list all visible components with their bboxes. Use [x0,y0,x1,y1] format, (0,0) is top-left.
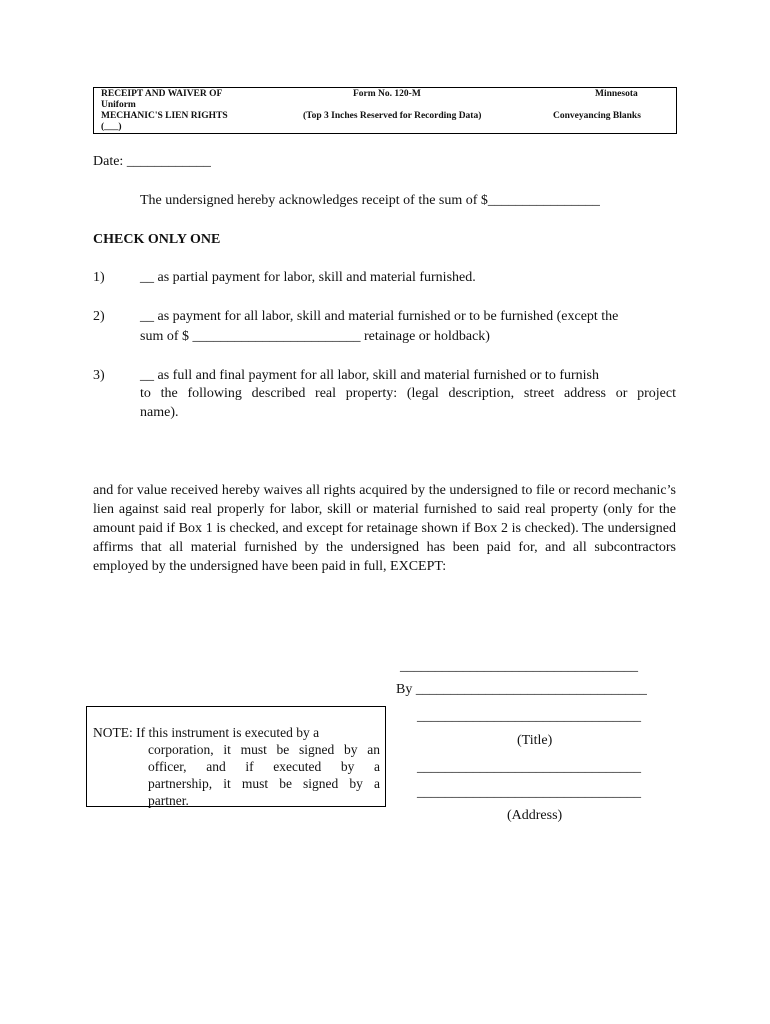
option-2-number: 2) [93,309,105,324]
receipt-sum-field[interactable]: The undersigned hereby acknowledges receipt of the sum of $________________ [140,193,600,208]
recording-reserved-note: (Top 3 Inches Reserved for Recording Data) [303,111,482,121]
option-3-property-line-end: name). [140,405,179,420]
signature-by-line[interactable]: By _________________________________ [396,682,647,697]
check-only-one-heading: CHECK ONLY ONE [93,232,221,247]
note-first-line: NOTE: If this instrument is executed by a [93,725,320,740]
note-line-4: partnership, it must be signed by a [148,776,380,791]
note-line-3: officer, and if executed by a [148,759,380,774]
address-line-2[interactable]: ________________________________ [417,785,641,800]
note-continuation [148,741,380,809]
note-line-5: partner. [148,793,189,808]
publisher-name: Conveyancing Blanks [553,111,641,121]
option-2-retainage-line[interactable]: sum of $ ________________________ retainage or holdback) [140,329,490,344]
form-title-line-4: (___) [101,122,122,132]
note-line-2: corporation, it must be signed by an [148,742,380,757]
option-3-number: 3) [93,368,105,383]
option-1-number: 1) [93,270,105,285]
form-number: Form No. 120-M [353,89,421,99]
waiver-paragraph: and for value received hereby waives all rights acquired by the undersigned to file or record mechanic’s lien against said real properly for labor, skill or material furnished to said real property (only for the amount paid if Box 1 is checked, and except for retainage shown if Box 2 is checked). The undersigned affirms that all material furnished by the undersigned has been paid for, and all subcontractors employed by the undersigned have been paid in full, EXCEPT: [93,483,676,574]
signature-title-line[interactable]: ________________________________ [417,709,641,724]
form-title-line-3: MECHANIC'S LIEN RIGHTS [101,111,228,121]
signature-name-line[interactable]: __________________________________ [400,659,638,674]
header-box [93,87,677,134]
option-3-property-line: to the following described real property: (legal description, street address or project [140,386,676,401]
title-label: (Title) [517,733,553,748]
option-2-checkbox-line[interactable]: __ as payment for all labor, skill and material furnished or to be furnished (except the [140,309,619,324]
address-line-1[interactable]: ________________________________ [417,760,641,775]
date-field[interactable]: Date: ____________ [93,154,211,169]
note-box [86,706,386,807]
option-1-checkbox-line[interactable]: __ as partial payment for labor, skill and material furnished. [140,270,476,285]
state-name: Minnesota [595,89,638,99]
form-title-line-1: RECEIPT AND WAIVER OF [101,89,223,99]
option-3-checkbox-line[interactable]: __ as full and final payment for all labor, skill and material furnished or to furnish [140,368,599,383]
form-title-line-2: Uniform [101,100,136,110]
address-label: (Address) [507,808,563,823]
